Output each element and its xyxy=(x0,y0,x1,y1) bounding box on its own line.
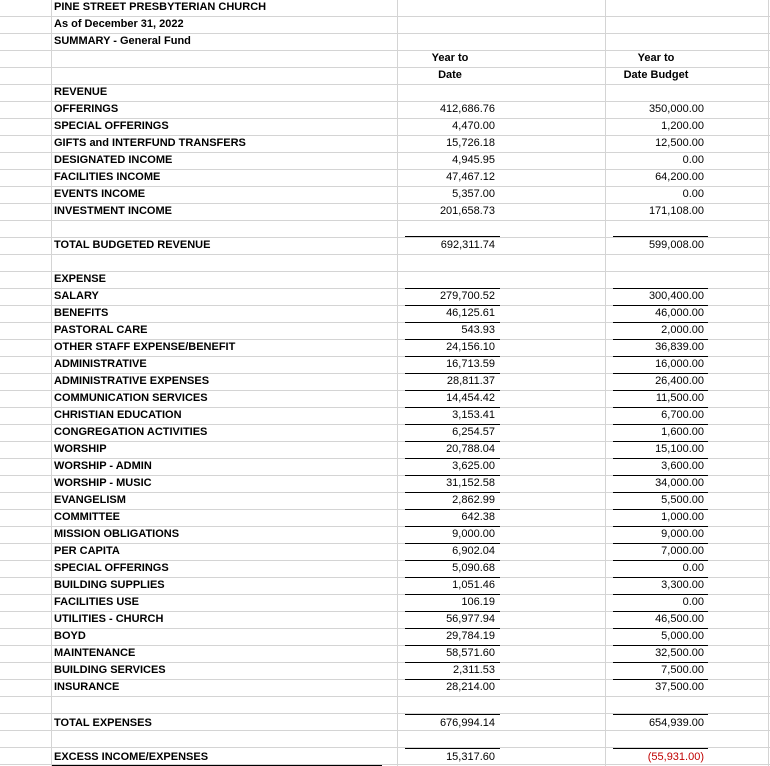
row-budget-value: 0.00 xyxy=(682,562,704,574)
cell-border xyxy=(613,339,708,340)
row-ytd-value: 46,125.61 xyxy=(446,307,495,319)
excess-rule xyxy=(405,748,500,749)
row-ytd-value: 56,977.94 xyxy=(446,613,495,625)
cell-border xyxy=(405,475,500,476)
cell-border xyxy=(405,373,500,374)
grid-row-line xyxy=(0,84,770,85)
row-budget-value: 7,500.00 xyxy=(661,664,704,676)
row-ytd-value: 29,784.19 xyxy=(446,630,495,642)
row-ytd-value: 15,726.18 xyxy=(446,137,495,149)
row-ytd-value: 3,153.41 xyxy=(452,409,495,421)
cell-border xyxy=(613,288,708,289)
cell-border xyxy=(405,543,500,544)
grid-row-line xyxy=(0,237,770,238)
row-ytd-value: 28,811.37 xyxy=(446,375,495,387)
row-budget-value: 300,400.00 xyxy=(648,290,704,302)
row-ytd-value: 5,090.68 xyxy=(452,562,495,574)
row-label: WORSHIP - ADMIN xyxy=(54,460,152,472)
cell-border xyxy=(405,509,500,510)
row-label: CHRISTIAN EDUCATION xyxy=(54,409,182,421)
cell-border xyxy=(405,322,500,323)
cell-border xyxy=(405,492,500,493)
grid-column-line xyxy=(397,0,398,766)
cell-border xyxy=(613,373,708,374)
cell-border xyxy=(613,526,708,527)
grid-row-line xyxy=(0,16,770,17)
row-budget-value: 5,000.00 xyxy=(661,630,704,642)
grid-row-line xyxy=(0,254,770,255)
grid-row-line xyxy=(0,730,770,731)
row-label: FACILITIES USE xyxy=(54,596,139,608)
row-budget-value: 1,000.00 xyxy=(661,511,704,523)
cell-border xyxy=(613,356,708,357)
row-label: ADMINISTRATIVE xyxy=(54,358,147,370)
row-ytd-value: 412,686.76 xyxy=(439,103,495,115)
excess-ytd: 15,317.60 xyxy=(446,751,495,763)
grid-row-line xyxy=(0,220,770,221)
row-ytd-value: 543.93 xyxy=(461,324,495,336)
row-budget-value: 26,400.00 xyxy=(655,375,704,387)
cell-border xyxy=(405,679,500,680)
row-ytd-value: 6,902.04 xyxy=(452,545,495,557)
row-ytd-value: 9,000.00 xyxy=(452,528,495,540)
row-budget-value: 6,700.00 xyxy=(661,409,704,421)
grid-row-line xyxy=(0,50,770,51)
total-rule xyxy=(613,714,708,715)
row-budget-value: 1,600.00 xyxy=(661,426,704,438)
excess-budget: (55,931.00) xyxy=(647,751,704,763)
grid-column-line xyxy=(51,0,52,766)
cell-border xyxy=(613,577,708,578)
cell-border xyxy=(405,662,500,663)
total-revenue-label: TOTAL BUDGETED REVENUE xyxy=(54,239,211,251)
row-budget-value: 2,000.00 xyxy=(661,324,704,336)
row-ytd-value: 16,713.59 xyxy=(446,358,495,370)
cell-border xyxy=(613,679,708,680)
row-budget-value: 9,000.00 xyxy=(661,528,704,540)
row-ytd-value: 2,311.53 xyxy=(452,664,495,676)
row-label: PASTORAL CARE xyxy=(54,324,148,336)
row-label: DESIGNATED INCOME xyxy=(54,154,173,166)
row-budget-value: 37,500.00 xyxy=(655,681,704,693)
row-budget-value: 12,500.00 xyxy=(655,137,704,149)
budget-header-line1: Year to xyxy=(637,52,675,64)
cell-border xyxy=(405,356,500,357)
row-budget-value: 5,500.00 xyxy=(661,494,704,506)
cell-border xyxy=(613,475,708,476)
row-budget-value: 46,500.00 xyxy=(655,613,704,625)
row-label: SPECIAL OFFERINGS xyxy=(54,562,169,574)
cell-border xyxy=(405,594,500,595)
row-budget-value: 15,100.00 xyxy=(655,443,704,455)
cell-border xyxy=(405,577,500,578)
row-ytd-value: 4,945.95 xyxy=(452,154,495,166)
cell-border xyxy=(613,645,708,646)
ytd-header-line1: Year to xyxy=(431,52,469,64)
row-label: SPECIAL OFFERINGS xyxy=(54,120,169,132)
row-budget-value: 46,000.00 xyxy=(655,307,704,319)
row-ytd-value: 2,862.99 xyxy=(452,494,495,506)
row-ytd-value: 58,571.60 xyxy=(446,647,495,659)
cell-border xyxy=(613,543,708,544)
cell-border xyxy=(405,526,500,527)
cell-border xyxy=(405,288,500,289)
org-title: PINE STREET PRESBYTERIAN CHURCH xyxy=(54,1,267,13)
row-budget-value: 0.00 xyxy=(682,596,704,608)
report-summary: SUMMARY - General Fund xyxy=(54,35,191,47)
row-ytd-value: 3,625.00 xyxy=(452,460,495,472)
row-label: GIFTS and INTERFUND TRANSFERS xyxy=(54,137,246,149)
row-ytd-value: 28,214.00 xyxy=(446,681,495,693)
row-ytd-value: 279,700.52 xyxy=(439,290,495,302)
cell-border xyxy=(613,424,708,425)
cell-border xyxy=(613,594,708,595)
row-budget-value: 64,200.00 xyxy=(655,171,704,183)
row-label: EVANGELISM xyxy=(54,494,126,506)
cell-border xyxy=(405,339,500,340)
grid-row-line xyxy=(0,33,770,34)
cell-border xyxy=(405,424,500,425)
row-budget-value: 16,000.00 xyxy=(655,358,704,370)
row-label: OFFERINGS xyxy=(54,103,119,115)
grid-row-line xyxy=(0,186,770,187)
cell-border xyxy=(405,407,500,408)
cell-border xyxy=(613,611,708,612)
row-budget-value: 171,108.00 xyxy=(648,205,704,217)
row-budget-value: 3,300.00 xyxy=(661,579,704,591)
row-label: UTILITIES - CHURCH xyxy=(54,613,164,625)
cell-border xyxy=(613,305,708,306)
row-label: EVENTS INCOME xyxy=(54,188,146,200)
row-label: SALARY xyxy=(54,290,99,302)
row-label: MAINTENANCE xyxy=(54,647,136,659)
row-ytd-value: 4,470.00 xyxy=(452,120,495,132)
row-label: COMMITTEE xyxy=(54,511,120,523)
row-ytd-value: 642.38 xyxy=(461,511,495,523)
cell-border xyxy=(613,441,708,442)
revenue-heading: REVENUE xyxy=(54,86,108,98)
row-label: ADMINISTRATIVE EXPENSES xyxy=(54,375,210,387)
row-budget-value: 11,500.00 xyxy=(655,392,704,404)
row-ytd-value: 201,658.73 xyxy=(439,205,495,217)
cell-border xyxy=(405,628,500,629)
cell-border xyxy=(613,492,708,493)
total-expenses-ytd: 676,994.14 xyxy=(439,717,495,729)
row-label: FACILITIES INCOME xyxy=(54,171,161,183)
cell-border xyxy=(613,458,708,459)
row-ytd-value: 31,152.58 xyxy=(446,477,495,489)
grid-column-line xyxy=(605,0,606,766)
total-revenue-budget: 599,008.00 xyxy=(648,239,704,251)
cell-border xyxy=(613,407,708,408)
row-ytd-value: 20,788.04 xyxy=(446,443,495,455)
grid-row-line xyxy=(0,169,770,170)
grid-row-line xyxy=(0,135,770,136)
row-ytd-value: 47,467.12 xyxy=(446,171,495,183)
row-label: MISSION OBLIGATIONS xyxy=(54,528,180,540)
row-budget-value: 36,839.00 xyxy=(655,341,704,353)
row-budget-value: 350,000.00 xyxy=(648,103,704,115)
cell-border xyxy=(613,628,708,629)
row-budget-value: 34,000.00 xyxy=(655,477,704,489)
grid-row-line xyxy=(0,67,770,68)
row-label: BENEFITS xyxy=(54,307,109,319)
cell-border xyxy=(613,560,708,561)
total-expenses-budget: 654,939.00 xyxy=(648,717,704,729)
row-label: BOYD xyxy=(54,630,86,642)
row-label: BUILDING SUPPLIES xyxy=(54,579,165,591)
cell-border xyxy=(405,560,500,561)
row-budget-value: 32,500.00 xyxy=(655,647,704,659)
row-ytd-value: 6,254.57 xyxy=(452,426,495,438)
report-date: As of December 31, 2022 xyxy=(54,18,184,30)
row-budget-value: 3,600.00 xyxy=(661,460,704,472)
row-label: INVESTMENT INCOME xyxy=(54,205,172,217)
cell-border xyxy=(613,322,708,323)
ytd-header-line2: Date xyxy=(438,69,462,81)
row-budget-value: 0.00 xyxy=(682,154,704,166)
expense-heading: EXPENSE xyxy=(54,273,106,285)
row-budget-value: 0.00 xyxy=(682,188,704,200)
cell-border xyxy=(405,390,500,391)
row-budget-value: 1,200.00 xyxy=(661,120,704,132)
cell-border xyxy=(405,458,500,459)
excess-label: EXCESS INCOME/EXPENSES xyxy=(54,751,209,763)
excess-rule xyxy=(613,748,708,749)
grid-column-line xyxy=(768,0,769,766)
row-ytd-value: 1,051.46 xyxy=(452,579,495,591)
grid-row-line xyxy=(0,271,770,272)
cell-border xyxy=(405,645,500,646)
row-label: CONGREGATION ACTIVITIES xyxy=(54,426,208,438)
total-rule xyxy=(613,236,708,237)
row-label: OTHER STAFF EXPENSE/BENEFIT xyxy=(54,341,236,353)
cell-border xyxy=(405,441,500,442)
row-label: INSURANCE xyxy=(54,681,120,693)
cell-border xyxy=(613,662,708,663)
grid-row-line xyxy=(0,118,770,119)
cell-border xyxy=(613,390,708,391)
row-label: BUILDING SERVICES xyxy=(54,664,166,676)
row-label: WORSHIP xyxy=(54,443,107,455)
row-label: COMMUNICATION SERVICES xyxy=(54,392,208,404)
budget-header-line2: Date Budget xyxy=(623,69,689,81)
cell-border xyxy=(613,509,708,510)
row-ytd-value: 24,156.10 xyxy=(446,341,495,353)
total-rule xyxy=(405,714,500,715)
cell-border xyxy=(405,611,500,612)
total-rule xyxy=(405,236,500,237)
total-expenses-label: TOTAL EXPENSES xyxy=(54,717,152,729)
grid-row-line xyxy=(0,203,770,204)
grid-row-line xyxy=(0,152,770,153)
row-label: WORSHIP - MUSIC xyxy=(54,477,152,489)
cell-border xyxy=(405,305,500,306)
total-revenue-ytd: 692,311.74 xyxy=(440,239,495,251)
row-ytd-value: 14,454.42 xyxy=(446,392,495,404)
row-ytd-value: 5,357.00 xyxy=(452,188,495,200)
row-label: PER CAPITA xyxy=(54,545,120,557)
grid-row-line xyxy=(0,101,770,102)
row-budget-value: 7,000.00 xyxy=(661,545,704,557)
row-ytd-value: 106.19 xyxy=(461,596,495,608)
grid-row-line xyxy=(0,696,770,697)
